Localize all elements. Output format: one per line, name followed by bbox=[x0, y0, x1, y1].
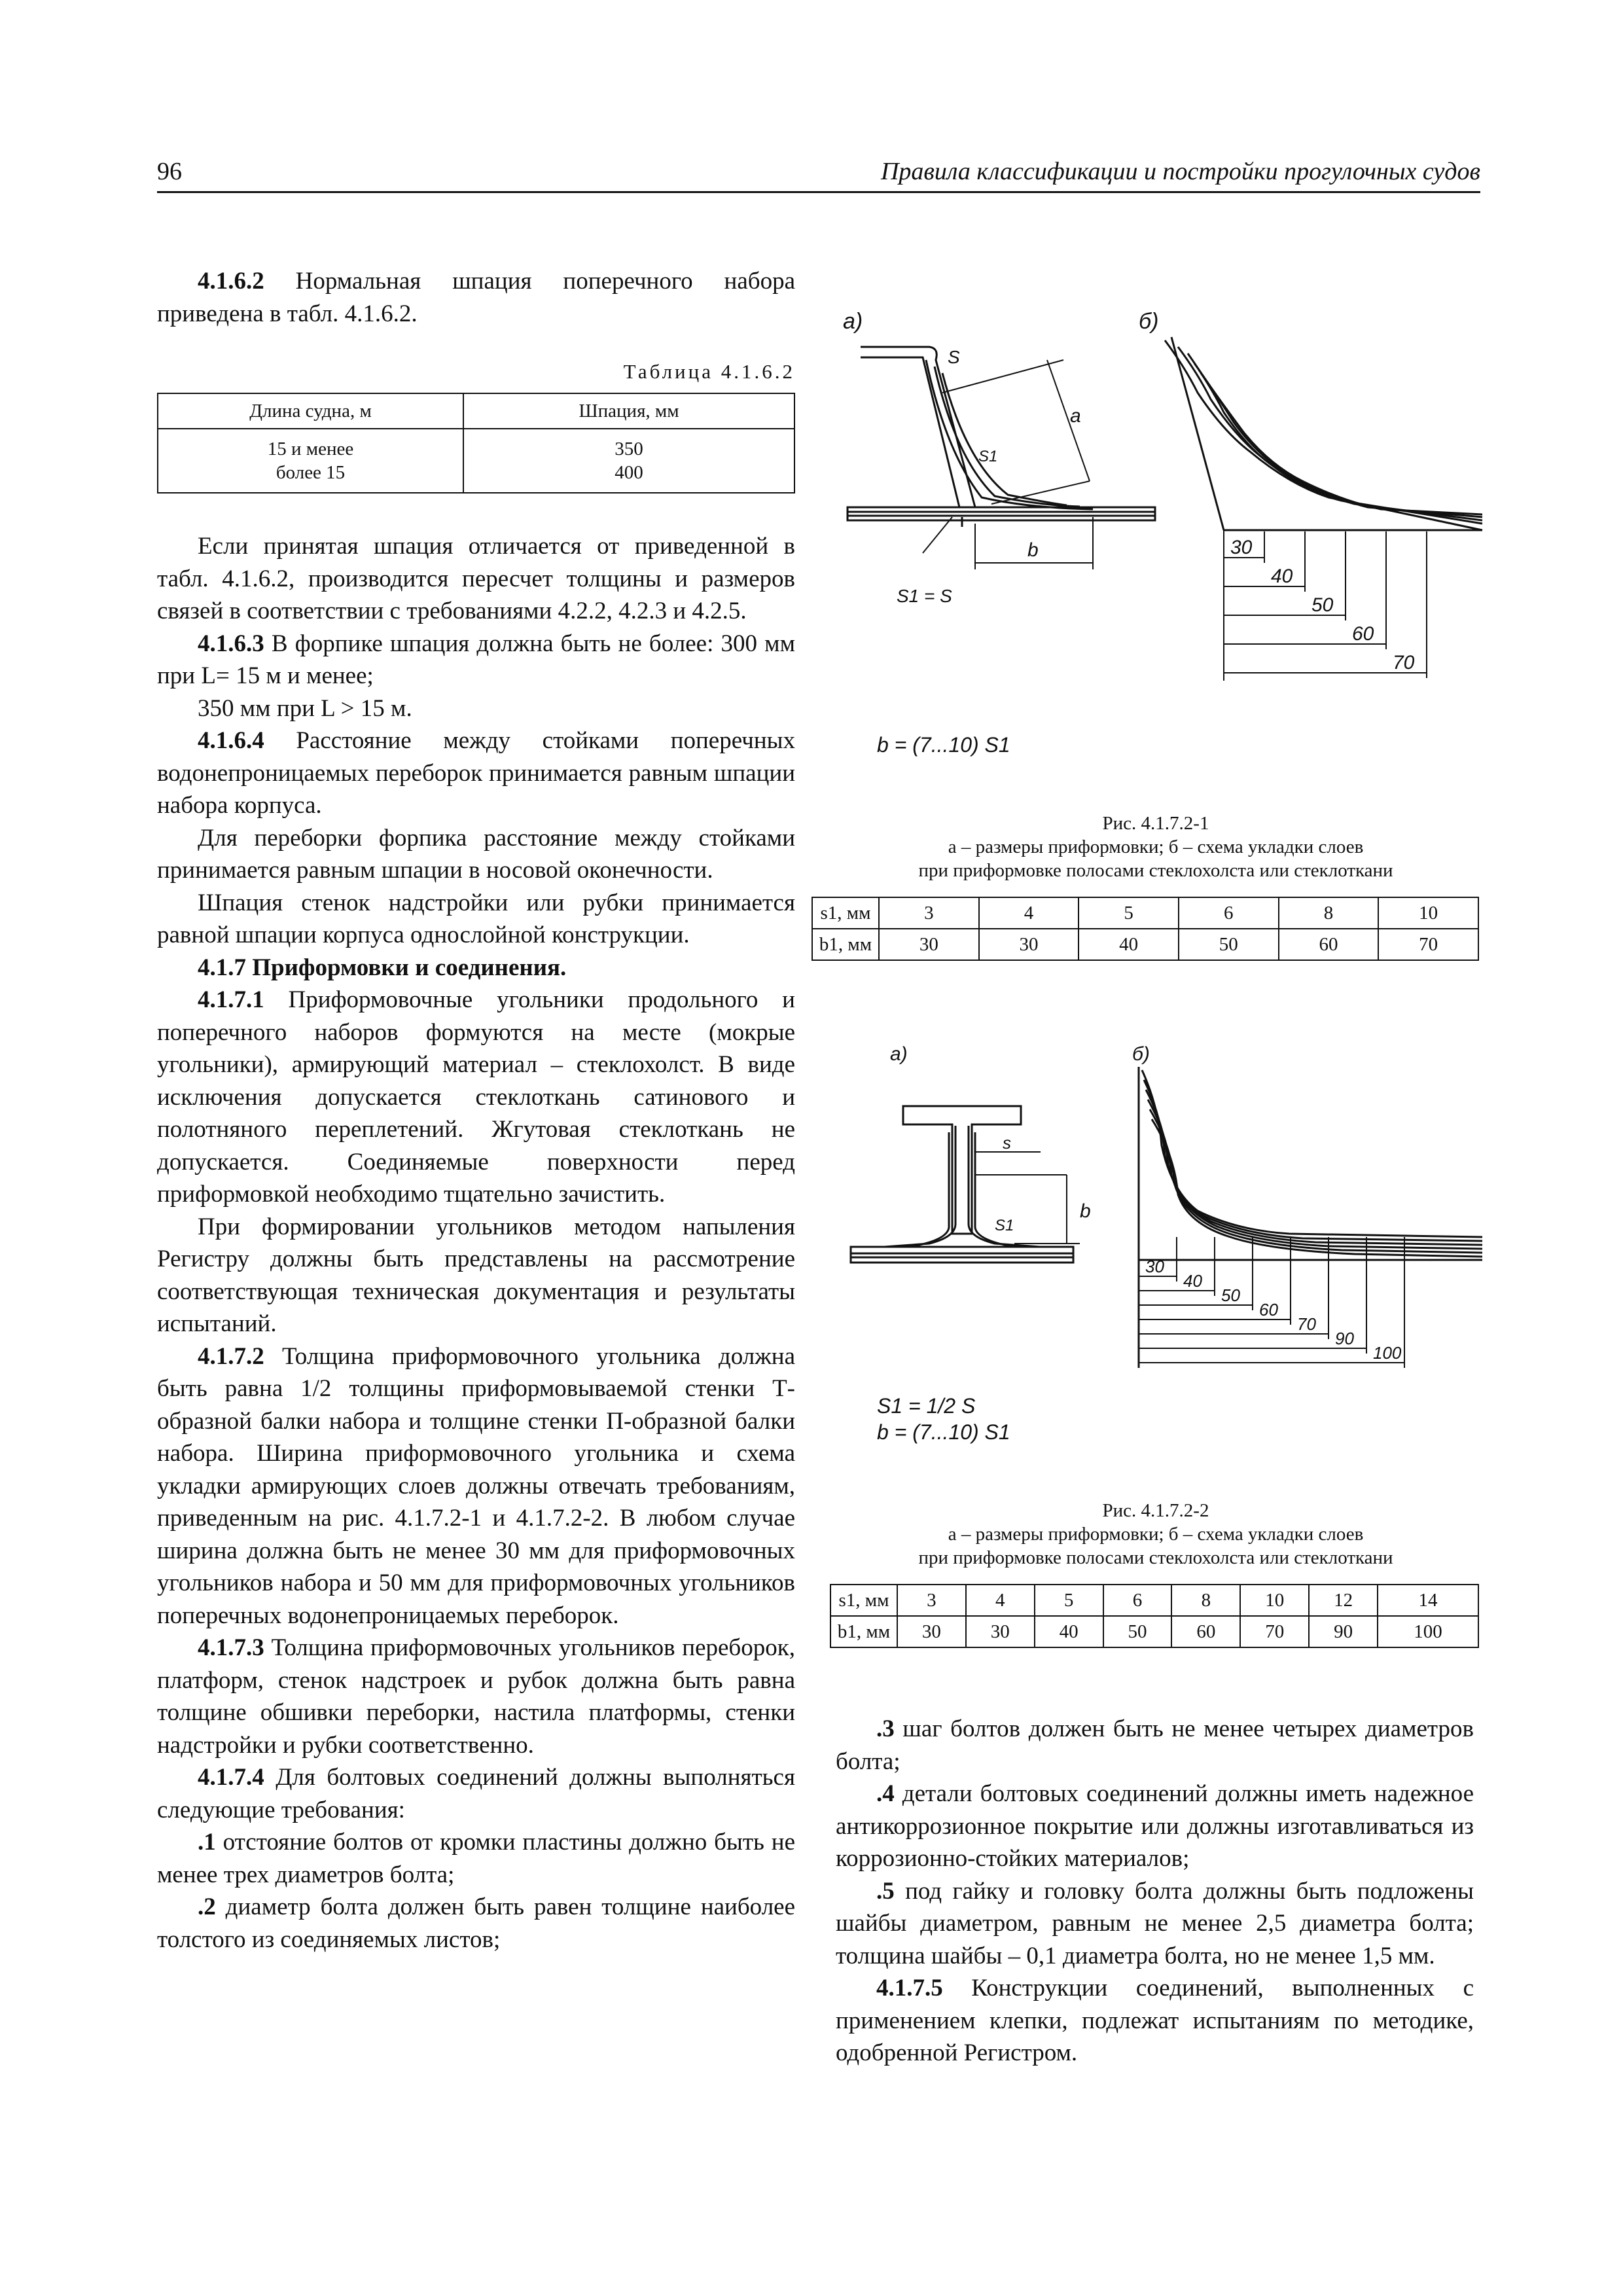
table-cell-spacings: 350 400 bbox=[463, 429, 794, 493]
list-item-2: .2 диаметр болта должен быть равен толщине наиболее толстого из соединяемых листов; bbox=[157, 1893, 795, 1953]
dim-label-40: 40 bbox=[1271, 565, 1293, 587]
para-4164: 4.1.6.4 Расстояние между стойками поперечных водонепроницаемых переборок принимается равным шпации набора корпуса. bbox=[157, 727, 795, 819]
dim-label-100: 100 bbox=[1373, 1343, 1402, 1363]
page-number: 96 bbox=[157, 158, 182, 185]
list-item-4: .4 детали болтовых соединений должны иметь надежное антикоррозионное покрытие или должны изготавливаться из коррозионно-стойких материалов; bbox=[836, 1780, 1474, 1872]
fig1-caption-title: Рис. 4.1.7.2-1 bbox=[1102, 813, 1209, 834]
para-4163b: 350 мм при L > 15 м. bbox=[198, 694, 412, 722]
fig2-dim-s1: S1 bbox=[995, 1217, 1014, 1234]
fig2-row-s-label: s1, мм bbox=[830, 1585, 897, 1616]
table-cell-lengths: 15 и менее более 15 bbox=[158, 429, 463, 493]
para-spraying: При формировании угольников методом напыления Регистру должны быть представлены на рассмотрение соответствующая техническая документация и результаты испытаний. bbox=[157, 1213, 795, 1337]
table-header-length: Длина судна, м bbox=[158, 393, 463, 429]
dim-label-50: 50 bbox=[1221, 1285, 1240, 1305]
para-recalc: Если принятая шпация отличается от приведенной в табл. 4.1.6.2, производится пересчет толщины и размеров связей в соответствии с требованиями 4.2.2, 4.2.3 и 4.2.5. bbox=[157, 533, 795, 624]
running-title: Правила классификации и постройки прогулочных судов bbox=[880, 158, 1480, 185]
fig1-dim-s1: S1 bbox=[978, 448, 998, 465]
fig2-caption-title: Рис. 4.1.7.2-2 bbox=[1102, 1500, 1209, 1521]
fig1-table bbox=[812, 897, 1479, 961]
para-4172: 4.1.7.2 Толщина приформовочного угольника должна быть равна 1/2 толщины приформовываемой стенки Т-образной балки набора и толщине стенки П-образной балки набора. Ширина приформовочного угольника и схема укладки армирующих слоев должны отвечать требованиям, приведенным на рис. 4.1.7.2-1 и 4.1.7.2-2. В любом случае ширина должна быть не менее 30 мм для приформовочных угольников набора и 50 мм для приформовочных угольников поперечных водонепроницаемых переборок. bbox=[157, 1342, 795, 1629]
fig2-dim-ladder bbox=[1139, 1237, 1404, 1368]
dim-label-40: 40 bbox=[1183, 1271, 1202, 1291]
dim-label-60: 60 bbox=[1259, 1300, 1278, 1319]
fig1-row-b: b1, мм 30 30 40 50 60 70 bbox=[812, 929, 1478, 960]
dim-label-70: 70 bbox=[1297, 1314, 1316, 1334]
fig1-dim-b: b bbox=[1027, 539, 1039, 561]
fig1-dim-s: S bbox=[948, 347, 960, 367]
list-item-5: .5 под гайку и головку болта должны быть подложены шайбы диаметром, равным не менее 2,5 диаметра болта; толщина шайбы – 0,1 диаметра болта, но не менее 1,5 мм. bbox=[836, 1877, 1474, 1969]
fig2-caption bbox=[826, 1499, 1486, 1570]
left-intro bbox=[157, 265, 795, 330]
fig1-caption bbox=[826, 812, 1486, 882]
fig2-caption-line2: при приформовке полосами стеклохолста или стеклоткани bbox=[918, 1547, 1393, 1568]
dim-label-30: 30 bbox=[1145, 1257, 1164, 1276]
dim-label-70: 70 bbox=[1393, 652, 1415, 673]
fig2-label-a: а) bbox=[890, 1043, 908, 1065]
table-header-spacing: Шпация, мм bbox=[463, 393, 794, 429]
para-forepeak: Для переборки форпика расстояние между стойками принимается равным шпации в носовой оконечности. bbox=[157, 824, 795, 884]
figure-4-1-7-2-2 bbox=[831, 1041, 1486, 1407]
fig1-label-a: а) bbox=[843, 309, 863, 334]
dim-label-30: 30 bbox=[1230, 537, 1253, 558]
fig1-s1-equals-s: S1 = S bbox=[897, 586, 952, 606]
section-heading-417: 4.1.7 Приформовки и соединения. bbox=[198, 954, 567, 981]
fig2-dim-b: b bbox=[1080, 1200, 1091, 1222]
fig1-formula: b = (7...10) S1 bbox=[877, 733, 1010, 757]
para-superstructure: Шпация стенок надстройки или рубки принимается равной шпации корпуса однослойной конструкции. bbox=[157, 889, 795, 948]
para-4173: 4.1.7.3 Толщина приформовочных угольников переборок, платформ, стенок надстроек и рубок должна быть равна толщине обшивки переборки, настила платформы, стенки надстройки и рубки соответственно. bbox=[157, 1634, 795, 1759]
fig1-dim-ladder bbox=[1224, 531, 1427, 678]
fig2-row-s: s1, мм 3 4 5 6 8 10 12 14 bbox=[830, 1585, 1478, 1616]
dim-label-50: 50 bbox=[1311, 594, 1334, 616]
fig2-formula-b: b = (7...10) S1 bbox=[877, 1420, 1010, 1444]
table-title: Таблица 4.1.6.2 bbox=[623, 360, 795, 383]
figure-4-1-7-2-1 bbox=[831, 301, 1486, 759]
fig1-caption-line1: а – размеры приформовки; б – схема укладки слоев bbox=[948, 836, 1364, 857]
fig1-row-s-label: s1, мм bbox=[812, 897, 879, 929]
fig2-row-b: b1, мм 30 30 40 50 60 70 90 100 bbox=[830, 1616, 1478, 1647]
fig2-label-b: б) bbox=[1132, 1043, 1150, 1065]
fig1-dim-a: a bbox=[1070, 405, 1081, 427]
dim-label-90: 90 bbox=[1335, 1329, 1354, 1348]
fig2-formula-s1: S1 = 1/2 S bbox=[877, 1394, 976, 1418]
fig2-table bbox=[830, 1584, 1479, 1648]
para-4171: 4.1.7.1 Приформовочные угольники продольного и поперечного наборов формуются на месте (мокрые угольники), армирующий материал – стеклохолст. В виде исключения допускается стеклоткань сатинового и полотняного переплетений. Жгутовая стеклоткань не допускается. Соединяемые поверхности перед приформовкой необходимо тщательно зачистить. bbox=[157, 986, 795, 1208]
fig2-t-beam bbox=[903, 1106, 1021, 1234]
list-item-1: .1 отстояние болтов от кромки пластины должно быть не менее трех диаметров болта; bbox=[157, 1829, 795, 1888]
para-4174: 4.1.7.4 Для болтовых соединений должны выполняться следующие требования: bbox=[157, 1764, 795, 1823]
fig1-web bbox=[861, 347, 975, 507]
fig1-label-b: б) bbox=[1139, 309, 1159, 334]
para-4175: 4.1.7.5 Конструкции соединений, выполненных с применением клепки, подлежат испытаниям по методике, одобренной Регистром. bbox=[836, 1975, 1474, 2066]
right-column bbox=[836, 1713, 1474, 2070]
fig1-row-b-label: b1, мм bbox=[812, 929, 879, 960]
fig1-base-plate bbox=[847, 507, 1155, 520]
fig2-row-b-label: b1, мм bbox=[830, 1616, 897, 1647]
para-4162: 4.1.6.2 Нормальная шпация поперечного набора приведена в табл. 4.1.6.2. bbox=[157, 268, 795, 327]
para-4163: 4.1.6.3 В форпике шпация должна быть не более: 300 мм при L= 15 м и менее; bbox=[157, 630, 795, 689]
header-rule bbox=[157, 191, 1480, 193]
fig2-base-plate bbox=[851, 1247, 1073, 1263]
fig2-dim-s: s bbox=[1003, 1133, 1011, 1153]
dim-label-60: 60 bbox=[1352, 623, 1374, 645]
fig1-caption-line2: при приформовке полосами стеклохолста или стеклоткани bbox=[918, 860, 1393, 881]
list-item-3: .3 шаг болтов должен быть не менее четырех диаметров болта; bbox=[836, 1715, 1474, 1775]
fig1-layer-lines bbox=[1171, 337, 1224, 530]
fig2-caption-line1: а – размеры приформовки; б – схема укладки слоев bbox=[948, 1524, 1364, 1545]
left-column bbox=[157, 530, 795, 1956]
table-4162 bbox=[157, 393, 795, 493]
fig1-row-s: s1, мм 3 4 5 6 8 10 bbox=[812, 897, 1478, 929]
